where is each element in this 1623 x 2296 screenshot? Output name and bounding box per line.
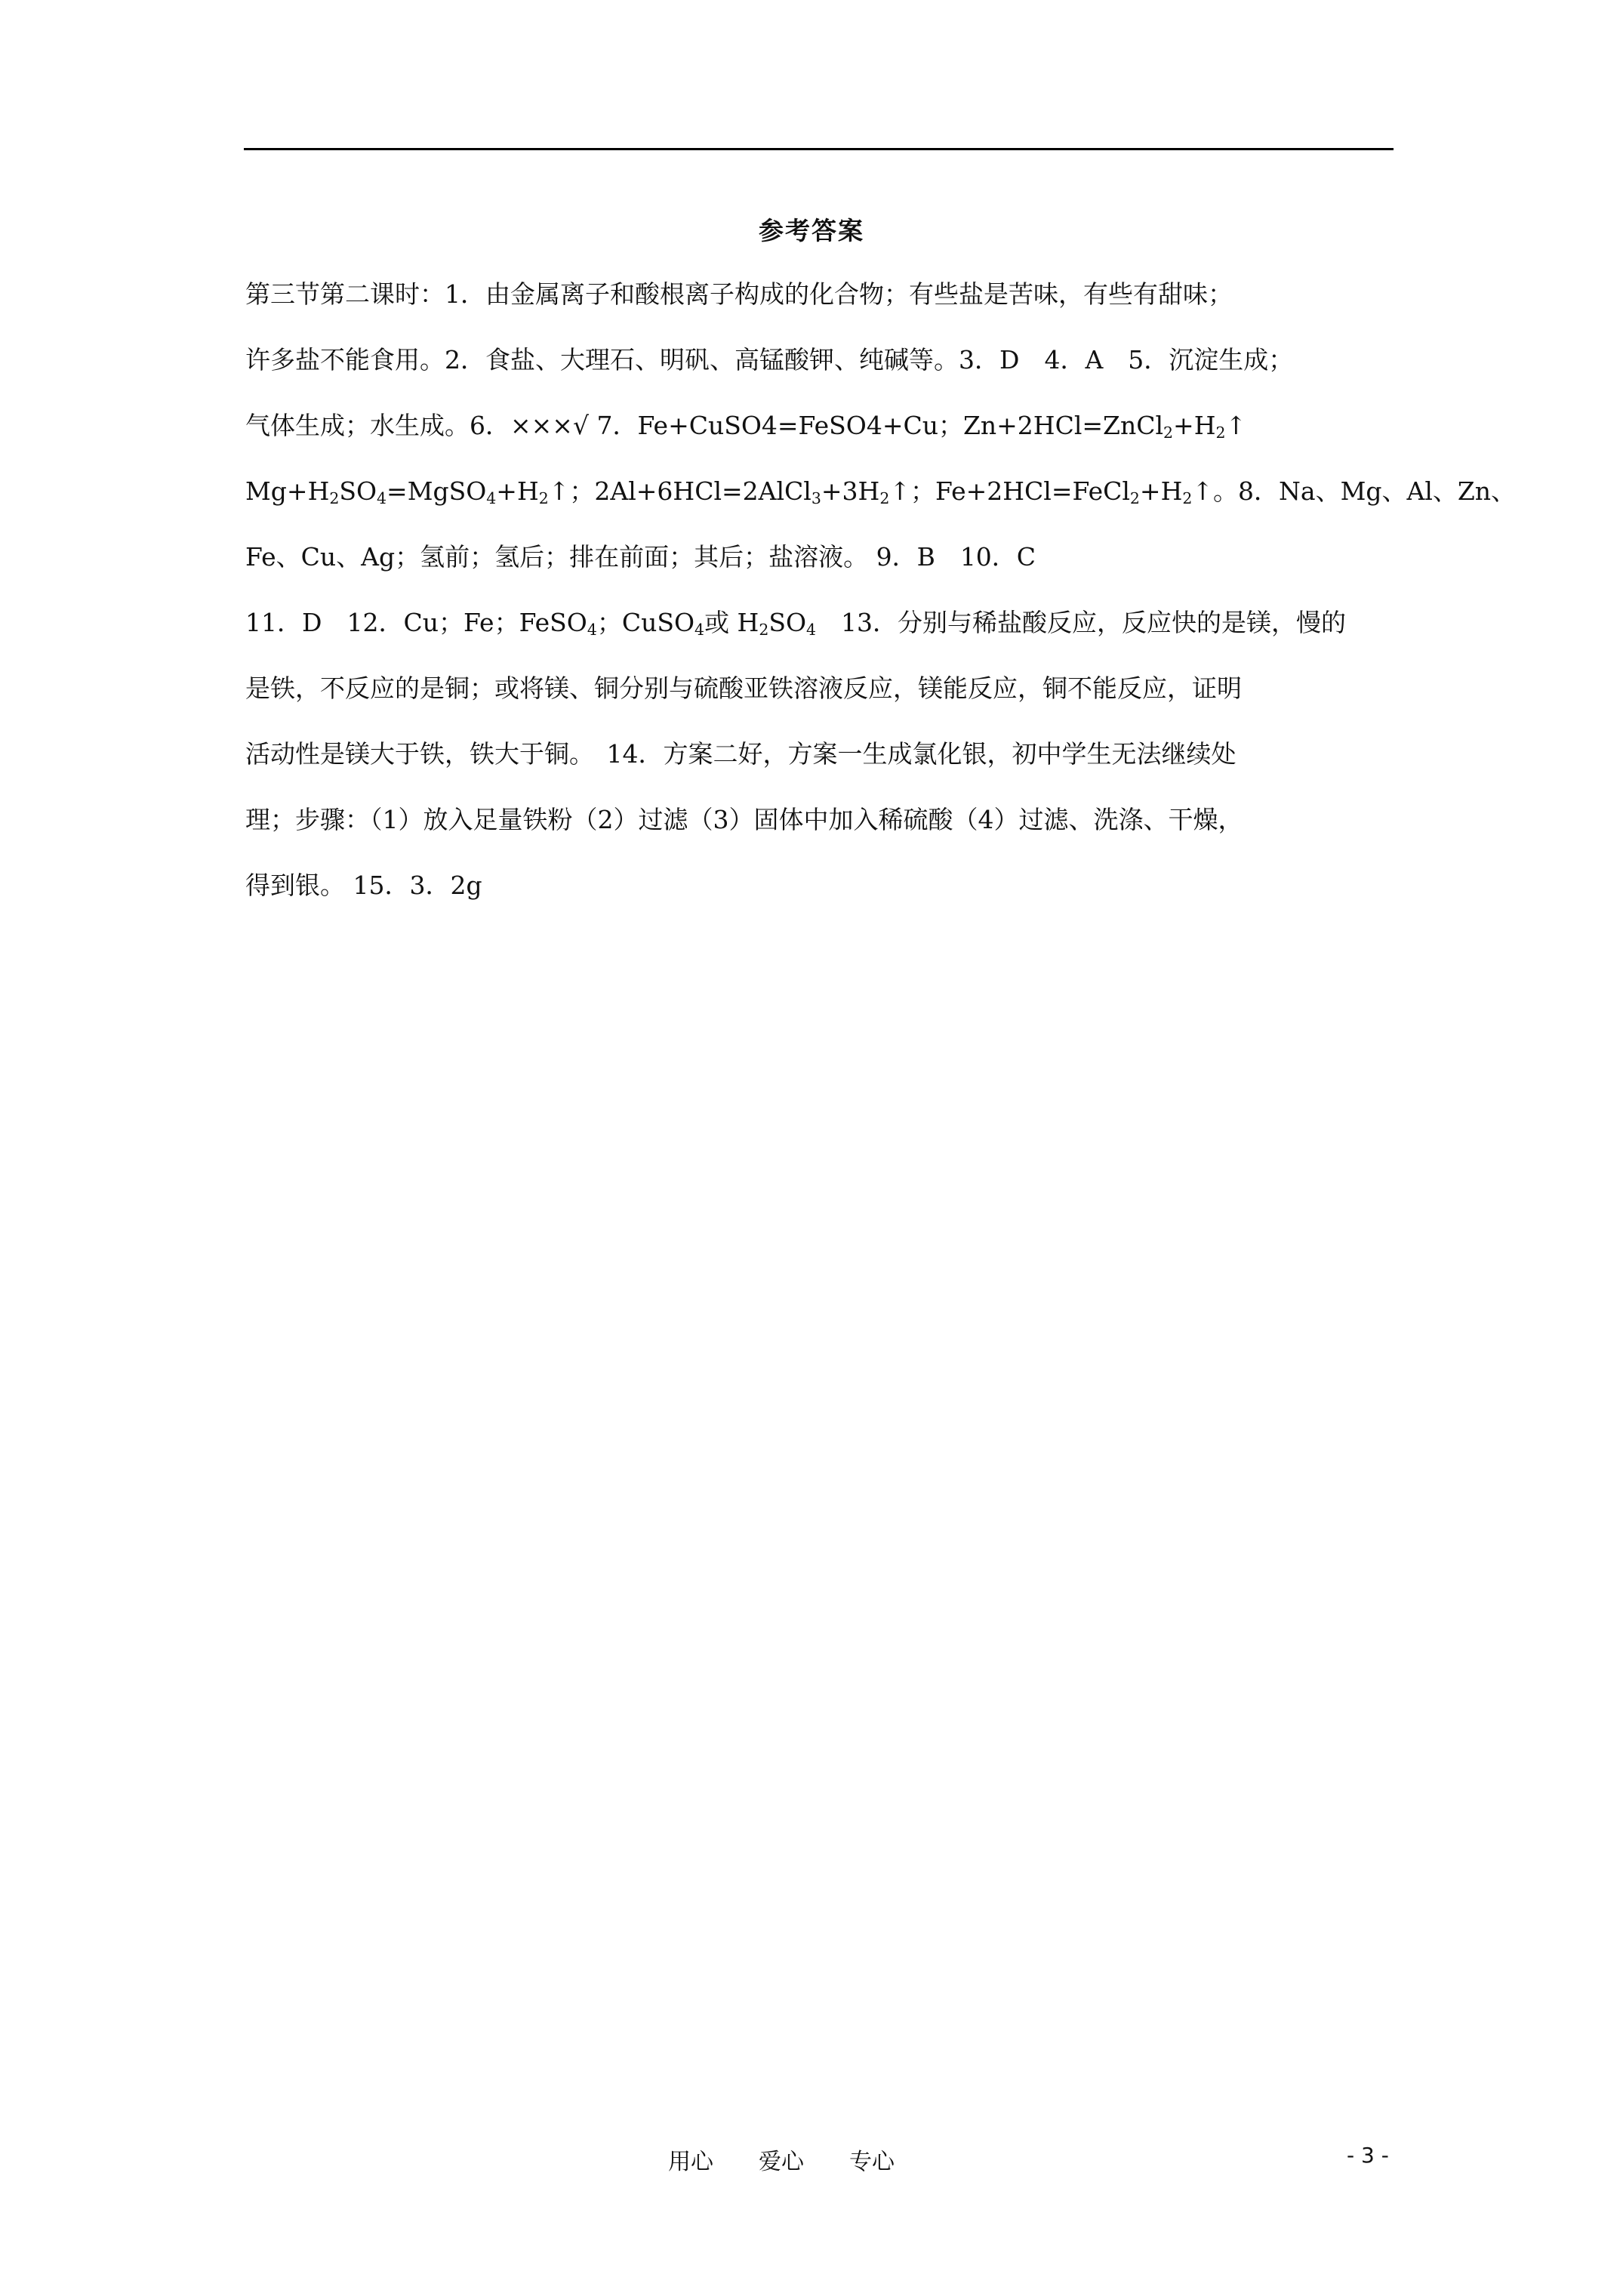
answer-line-8: 活动性是镁大于铁，铁大于铜。 14．方案二好，方案一生成氯化银，初中学生无法继续处 bbox=[245, 739, 1236, 769]
answer-line-1: 第三节第二课时：1．由金属离子和酸根离子构成的化合物；有些盐是苦味，有些有甜味； bbox=[245, 279, 1233, 309]
footer-motto: 用心 爱心 专心 bbox=[668, 2149, 895, 2175]
answer-line-9: 理；步骤：（1）放入足量铁粉（2）过滤（3）固体中加入稀硫酸（4）过滤、洗涤、干燥， bbox=[245, 805, 1243, 834]
answer-line-6: 11．D 12．Cu；Fe；FeSO$_4$；CuSO$_4$或 $H_2SO_4$ 13．分别与稀盐酸反应，反应快的是镁，慢的 bbox=[245, 608, 1347, 639]
answer-line-2: 许多盐不能食用。2．食盐、大理石、明矾、高锰酸钾、纯碱等。3．D 4．A 5．沉淀生成； bbox=[245, 345, 1294, 374]
page-number: - 3 - bbox=[1347, 2143, 1389, 2168]
answer-line-10: 得到银。 15．3．2g bbox=[245, 871, 482, 900]
page-footer bbox=[0, 2143, 1623, 2173]
header-rule bbox=[244, 148, 1394, 150]
answer-line-4: $Mg+H_2SO_4=MgSO_4+H_2↑$；$2Al+6HCl=2AlCl_3+3H_2↑$；$Fe+2HCl=FeCl_2+H_2↑$。8．Na、Mg、Al、Zn、 bbox=[245, 476, 1517, 508]
answer-line-5: Fe、Cu、Ag；氢前；氢后；排在前面；其后；盐溶液。 9．B 10．C bbox=[245, 542, 1036, 572]
answer-line-7: 是铁，不反应的是铜；或将镁、铜分别与硫酸亚铁溶液反应，镁能反应，铜不能反应，证明 bbox=[245, 673, 1242, 703]
answer-line-3: 气体生成；水生成。6．×××√ 7．Fe+CuSO4=FeSO4+Cu；$Zn+2HCl=ZnCl_2+H_2↑$ bbox=[245, 411, 1247, 442]
page-title: 参考答案 bbox=[759, 216, 864, 245]
